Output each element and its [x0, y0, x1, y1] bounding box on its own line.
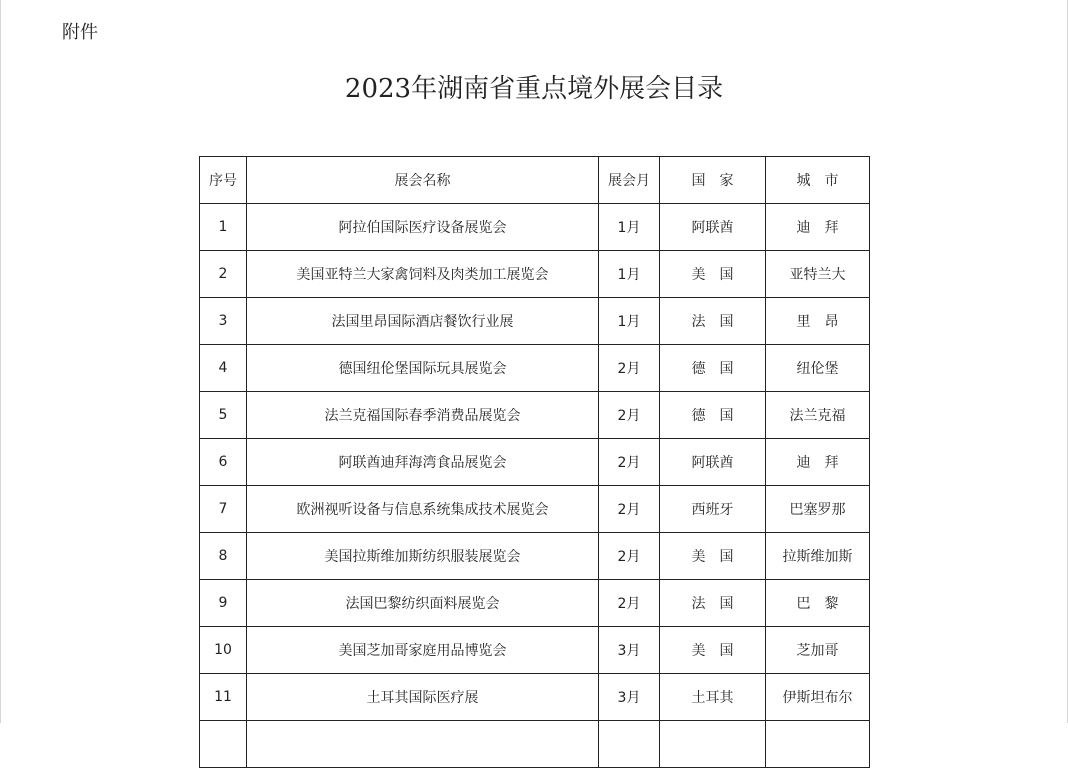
cell-city: 里 昂	[766, 298, 870, 345]
table-row	[200, 533, 870, 580]
cell-city: 迪 拜	[766, 204, 870, 251]
cell-city: 迪 拜	[766, 439, 870, 486]
cell-month: 1月	[599, 251, 660, 298]
cell-city: 法兰克福	[766, 392, 870, 439]
table-row	[200, 721, 870, 768]
cell-country: 西班牙	[660, 486, 766, 533]
cell-month: 2月	[599, 486, 660, 533]
cell-no: 9	[200, 580, 247, 627]
cell-city: 拉斯维加斯	[766, 533, 870, 580]
cell-country: 德 国	[660, 392, 766, 439]
cell-month: 2月	[599, 533, 660, 580]
cell-no: 6	[200, 439, 247, 486]
table-row	[200, 674, 870, 721]
cell-exhibition-name: 法国巴黎纺织面料展览会	[247, 580, 599, 627]
page-edge-left	[0, 0, 1, 723]
table-row	[200, 204, 870, 251]
table-row	[200, 580, 870, 627]
cell-no	[200, 721, 247, 768]
cell-country: 美 国	[660, 533, 766, 580]
cell-exhibition-name: 美国芝加哥家庭用品博览会	[247, 627, 599, 674]
header-name: 展会名称	[247, 157, 599, 204]
cell-exhibition-name: 欧洲视听设备与信息系统集成技术展览会	[247, 486, 599, 533]
cell-no: 2	[200, 251, 247, 298]
cell-no: 10	[200, 627, 247, 674]
header-country: 国 家	[660, 157, 766, 204]
table-row	[200, 486, 870, 533]
cell-month: 2月	[599, 392, 660, 439]
table-row	[200, 251, 870, 298]
cell-country: 德 国	[660, 345, 766, 392]
cell-city: 亚特兰大	[766, 251, 870, 298]
cell-month: 2月	[599, 580, 660, 627]
cell-country: 法 国	[660, 580, 766, 627]
table-row	[200, 345, 870, 392]
cell-city: 伊斯坦布尔	[766, 674, 870, 721]
cell-no: 11	[200, 674, 247, 721]
table-row	[200, 392, 870, 439]
cell-city: 巴塞罗那	[766, 486, 870, 533]
cell-no: 1	[200, 204, 247, 251]
cell-month	[599, 721, 660, 768]
table-row	[200, 439, 870, 486]
cell-country: 美 国	[660, 627, 766, 674]
cell-month: 2月	[599, 439, 660, 486]
cell-exhibition-name: 德国纽伦堡国际玩具展览会	[247, 345, 599, 392]
attachment-label: 附件	[62, 22, 98, 43]
cell-exhibition-name: 法兰克福国际春季消费品展览会	[247, 392, 599, 439]
cell-no: 5	[200, 392, 247, 439]
table-row	[200, 627, 870, 674]
document-title: 2023年湖南省重点境外展会目录	[344, 74, 724, 104]
cell-exhibition-name: 土耳其国际医疗展	[247, 674, 599, 721]
cell-exhibition-name: 法国里昂国际酒店餐饮行业展	[247, 298, 599, 345]
table-body	[200, 204, 870, 768]
cell-city: 纽伦堡	[766, 345, 870, 392]
cell-country: 土耳其	[660, 674, 766, 721]
cell-month: 3月	[599, 674, 660, 721]
cell-exhibition-name: 美国亚特兰大家禽饲料及肉类加工展览会	[247, 251, 599, 298]
cell-country: 阿联酋	[660, 439, 766, 486]
header-month: 展会月	[599, 157, 660, 204]
cell-month: 1月	[599, 298, 660, 345]
cell-no: 3	[200, 298, 247, 345]
cell-exhibition-name: 美国拉斯维加斯纺织服装展览会	[247, 533, 599, 580]
cell-no: 8	[200, 533, 247, 580]
cell-country: 阿联酋	[660, 204, 766, 251]
cell-no: 7	[200, 486, 247, 533]
cell-exhibition-name	[247, 721, 599, 768]
cell-month: 1月	[599, 204, 660, 251]
cell-country	[660, 721, 766, 768]
cell-exhibition-name: 阿拉伯国际医疗设备展览会	[247, 204, 599, 251]
cell-city	[766, 721, 870, 768]
exhibition-table	[199, 156, 870, 768]
table-header-row	[200, 157, 870, 204]
header-city: 城 市	[766, 157, 870, 204]
table-row	[200, 298, 870, 345]
cell-city: 芝加哥	[766, 627, 870, 674]
cell-month: 3月	[599, 627, 660, 674]
cell-no: 4	[200, 345, 247, 392]
cell-city: 巴 黎	[766, 580, 870, 627]
header-no: 序号	[200, 157, 247, 204]
cell-month: 2月	[599, 345, 660, 392]
cell-country: 法 国	[660, 298, 766, 345]
cell-country: 美 国	[660, 251, 766, 298]
cell-exhibition-name: 阿联酋迪拜海湾食品展览会	[247, 439, 599, 486]
